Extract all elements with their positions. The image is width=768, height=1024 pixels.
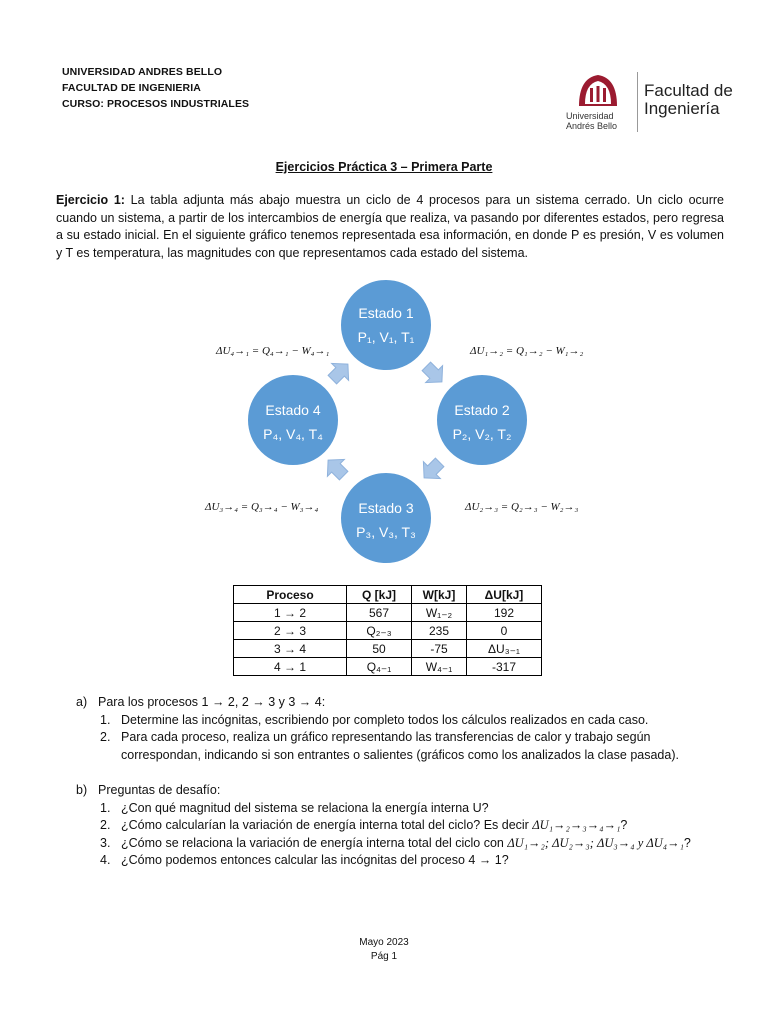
part-b [76,782,726,870]
list-item [76,800,726,818]
university-seal-icon [576,72,620,110]
table-cell: 192 [467,604,542,622]
item-number: 2. [100,818,111,832]
process-table [233,585,542,676]
equation-1-to-2: ΔU₁→₂ = Q₁→₂ − W₁→₂ [470,345,584,357]
list-item [76,712,726,730]
part-b-item-2-end: ? [620,818,628,832]
table-cell: W₄₋₁ [412,658,467,676]
exercise-text: La tabla adjunta más abajo muestra un ciclo de 4 procesos para un sistema cerrado. Un ciclo ocurre cuando un sistema, a partir de los intercambios de energía que realiza, va pasando por diferentes estados, pero regresa a su estado inicial. En el siguiente gráfico tenemos representada esa información, en donde P es presión, V es volumen y T es temperatura, las magnitudes con que representamos cada estado del sistema. [56,193,724,260]
table-header: ΔU[kJ] [467,586,542,604]
exercise-label: Ejercicio 1: [56,193,125,207]
item-number: 3. [100,835,111,850]
table-row [234,658,542,676]
part-b-item-3-math: ΔU₁→₂; ΔU₂→₃; ΔU₃→₄ y ΔU₄→₁ [507,835,684,850]
part-b-text: Preguntas de desafío: [98,783,221,797]
table-cell: ΔU₃₋₁ [467,640,542,658]
part-b-item-2-math: ΔU₁→₂→₃→₄→₁ [532,818,621,832]
state-3-vars: P₃, V₃, T₃ [356,524,416,540]
table-cell: 0 [467,622,542,640]
equation-4-to-1: ΔU₄→₁ = Q₄→₁ − W₄→₁ [216,345,330,357]
footer-date: Mayo 2023 [359,937,409,948]
logo-univ-line1: Universidad [566,111,614,121]
logo-faculty-line1: Facultad de [644,81,733,100]
arrow-1-to-2 [418,358,451,391]
item-number: 1. [100,712,111,727]
table-cell: 567 [347,604,412,622]
item-number: 4. [100,853,111,867]
table-cell: 2 → 3 [234,622,347,640]
state-2-node [436,374,528,466]
header-university: UNIVERSIDAD ANDRES BELLO [62,66,223,78]
list-item [76,729,726,764]
arrow-4-to-1 [324,356,357,389]
table-cell: 4 → 1 [234,658,347,676]
state-4-name: Estado 4 [265,402,321,418]
part-b-label: b) [76,783,88,797]
table-cell: 235 [412,622,467,640]
state-3-node [340,472,432,564]
state-1-vars: P₁, V₁, T₁ [357,329,415,345]
state-3-name: Estado 3 [358,500,414,516]
table-row [234,622,542,640]
state-1-name: Estado 1 [358,305,414,321]
arrow-2-to-3 [416,454,449,487]
arrow-3-to-4 [320,452,353,485]
part-a-label: a) [76,695,88,709]
footer-page: Pág 1 [370,951,398,962]
logo-univ-line2: Andrés Bello [566,121,618,131]
exercise-intro [56,192,724,262]
table-row [234,640,542,658]
logo-faculty-line2: Ingeniería [644,99,720,118]
university-logo [566,72,736,134]
page-title: Ejercicios Práctica 3 – Primera Parte [275,160,493,174]
header-course: CURSO: PROCESOS INDUSTRIALES [62,98,250,110]
state-4-node [247,374,339,466]
list-item [76,852,726,870]
cycle-diagram [0,270,768,580]
state-2-vars: P₂, V₂, T₂ [452,426,512,442]
table-header-row [234,586,542,604]
table-cell: -317 [467,658,542,676]
part-b-item-1: ¿Con qué magnitud del sistema se relaciona la energía interna U? [121,800,489,815]
header-faculty: FACULTAD DE INGENIERIA [62,82,201,94]
equation-3-to-4: ΔU₃→₄ = Q₃→₄ − W₃→₄ [205,501,319,513]
state-4-vars: P₄, V₄, T₄ [263,426,323,442]
state-2-name: Estado 2 [454,402,510,418]
state-1-node [340,279,432,371]
table-cell: Q₂₋₃ [347,622,412,640]
table-header: W[kJ] [412,586,467,604]
table-header: Q [kJ] [347,586,412,604]
table-cell: -75 [412,640,467,658]
part-b-item-4: ¿Cómo podemos entonces calcular las incógnitas del proceso 4 → 1? [121,853,509,867]
part-a-heading [76,694,726,712]
list-item [76,817,726,835]
part-b-item-3-end: ? [683,835,691,850]
logo-divider [637,72,638,132]
table-row [234,604,542,622]
table-cell: 1 → 2 [234,604,347,622]
part-a-text: Para los procesos 1 → 2, 2 → 3 y 3 → 4: [98,695,326,709]
table-header: Proceso [234,586,347,604]
part-b-heading [76,782,726,800]
table-cell: 3 → 4 [234,640,347,658]
part-a-item-2: Para cada proceso, realiza un gráfico representando las transferencias de calor y trabajo según correspondan, indicando si son entrantes o salientes (gráficos como los analizados la clase pasada). [121,730,679,762]
part-b-item-2-text: ¿Cómo calcularían la variación de energía interna total del ciclo? Es decir [121,818,533,832]
part-a [76,694,726,764]
table-cell: 50 [347,640,412,658]
list-item [76,835,726,853]
item-number: 2. [100,730,111,744]
part-b-item-3-text: ¿Cómo se relaciona la variación de energía interna total del ciclo con [121,835,508,850]
part-a-item-1: Determine las incógnitas, escribiendo por completo todos los cálculos realizados en cada caso. [121,712,649,727]
equation-2-to-3: ΔU₂→₃ = Q₂→₃ − W₂→₃ [465,501,579,513]
table-cell: W₁₋₂ [412,604,467,622]
item-number: 1. [100,800,111,815]
table-cell: Q₄₋₁ [347,658,412,676]
